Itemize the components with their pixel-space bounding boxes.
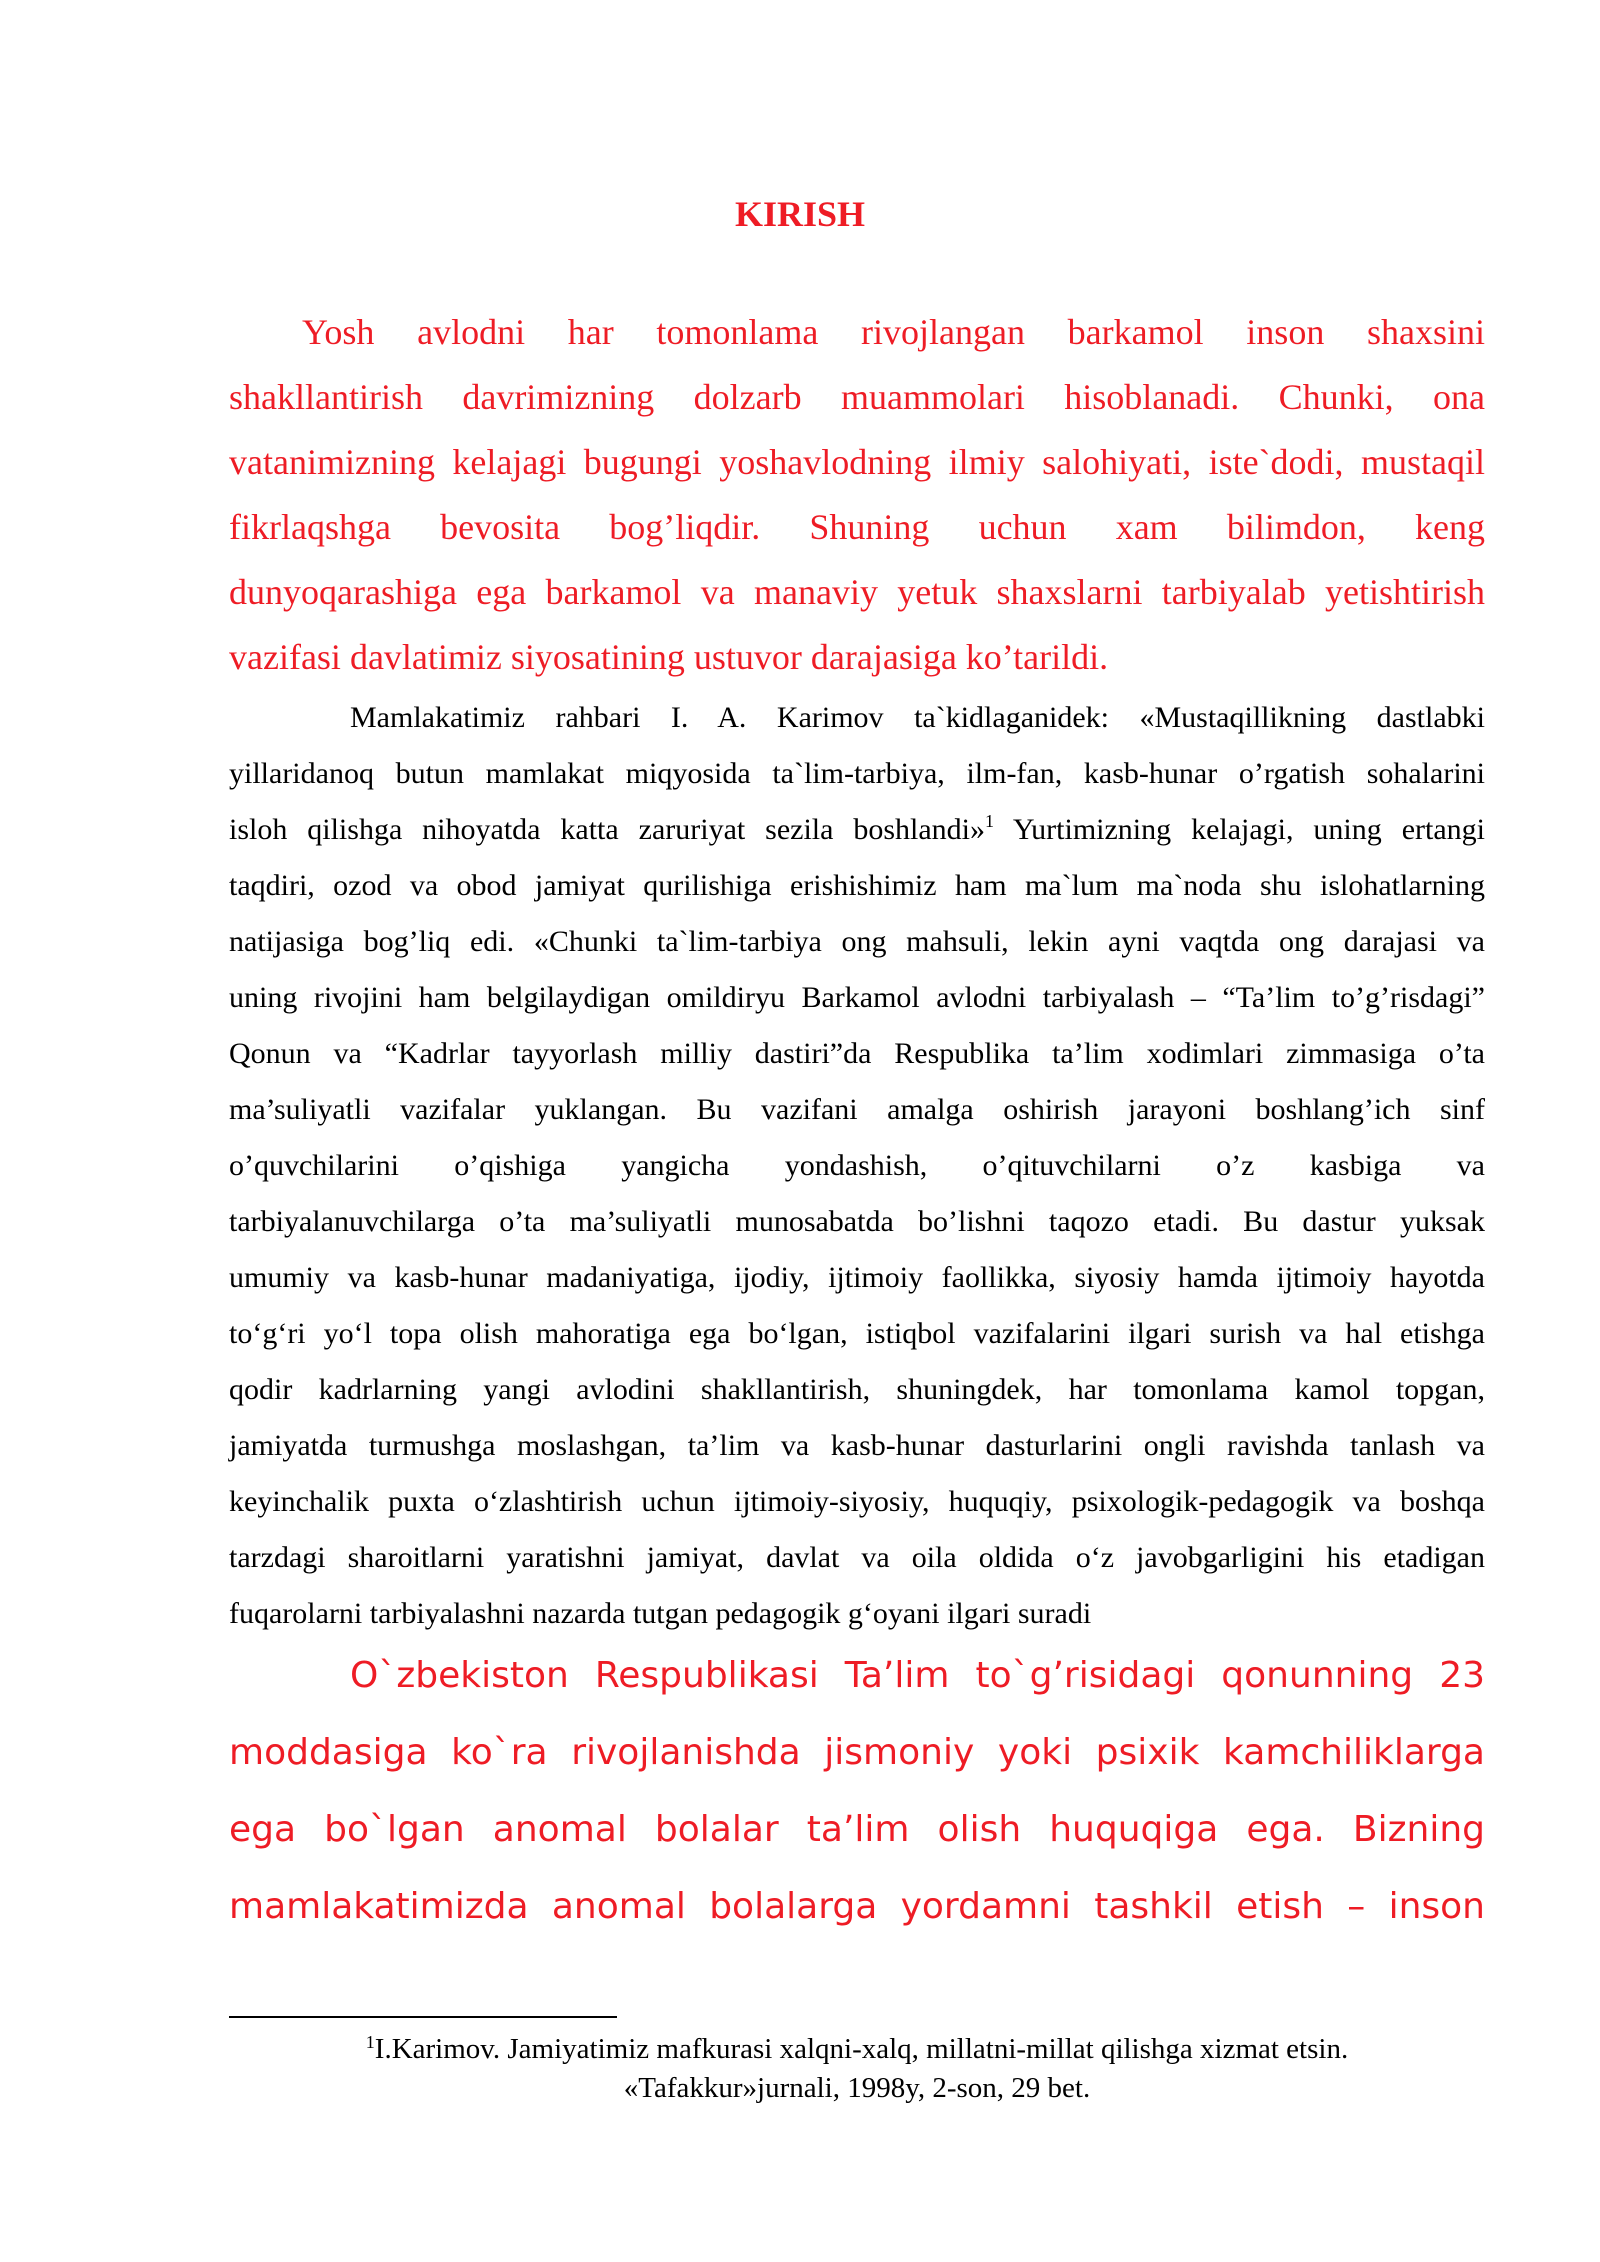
paragraph-line: ega bo`lgan anomal bolalar ta’lim olish huquqiga ega. Bizning [229,1809,1485,1850]
paragraph-line: Mamlakatimiz rahbari I. A. Karimov ta`kidlaganidek: «Mustaqillikning dastlabki [350,701,1485,734]
paragraph-line: umumiy va kasb-hunar madaniyatiga, ijodiy, ijtimoiy faollikka, siyosiy hamda ijtimoiy hayotda [229,1261,1485,1294]
paragraph-line: taqdiri, ozod va obod jamiyat qurilishiga erishishimiz ham ma`lum ma`noda shu islohatlarning [229,869,1485,902]
paragraph-line: fikrlaqshga bevosita bog’liqdir. Shuning uchun xam bilimdon, keng [229,507,1485,547]
paragraph-line: moddasiga ko`ra rivojlanishda jismoniy yoki psixik kamchiliklarga [229,1732,1485,1773]
paragraph-line: to‘g‘ri yo‘l topa olish mahoratiga ega bo‘lgan, istiqbol vazifalarini ilgari surish va hal etishga [229,1317,1485,1350]
footnote-separator [229,2016,617,2018]
paragraph-line: vazifasi davlatimiz siyosatining ustuvor darajasiga ko’tarildi. [229,637,1109,677]
paragraph-line: natijasiga bog’liq edi. «Chunki ta`lim-tarbiya ong mahsuli, lekin ayni vaqtda ong darajasi va [229,925,1485,958]
paragraph-line: vatanimizning kelajagi bugungi yoshavlodning ilmiy salohiyati, iste`dodi, mustaqil [229,442,1485,482]
footnote-line: «Tafakkur»jurnali, 1998y, 2-son, 29 bet. [623,2072,1091,2104]
paragraph-line: qodir kadrlarning yangi avlodini shakllantirish, shuningdek, har tomonlama kamol topgan, [229,1373,1485,1406]
footnote-marker: 1 [365,2032,375,2052]
paragraph-line: yillaridanoq butun mamlakat miqyosida ta`lim-tarbiya, ilm-fan, kasb-hunar o’rgatish sohalarini [229,757,1485,790]
paragraph-line: mamlakatimizda anomal bolalarga yordamni tashkil etish – inson [229,1886,1485,1927]
paragraph-line: ma’suliyatli vazifalar yuklangan. Bu vazifani amalga oshirish jarayoni boshlang’ich sinf [229,1093,1485,1126]
paragraph-line: O`zbekiston Respublikasi Ta’lim to`g’risidagi qonunning 23 [350,1655,1485,1696]
footnote-text: I.Karimov. Jamiyatimiz mafkurasi xalqni-xalq, millatni-millat qilishga xizmat etsin. [374,2033,1349,2065]
paragraph-line: jamiyatda turmushga moslashgan, ta’lim va kasb-hunar dasturlarini ongli ravishda tanlash va [229,1429,1485,1462]
paragraph-line: fuqarolarni tarbiyalashni nazarda tutgan pedagogik g‘oyani ilgari suradi [229,1597,1092,1630]
paragraph-line: tarbiyalanuvchilarga o’ta ma’suliyatli munosabatda bo’lishni taqozo etadi. Bu dastur yuksak [229,1205,1485,1238]
page-title: KIRISH [734,194,866,234]
footnote-reference[interactable]: 1 [985,811,995,831]
paragraph-line: Qonun va “Kadrlar tayyorlash milliy dastiri”da Respublika ta’lim xodimlari zimmasiga o’ta [229,1037,1485,1070]
paragraph-line: o’quvchilarini o’qishiga yangicha yondashish, o’qituvchilarni o’z kasbiga va [229,1149,1485,1182]
paragraph-text: Yurtimizning kelajagi, uning ertangi [994,813,1485,846]
footnote [229,2030,1485,2108]
paragraph-line: Yosh avlodni har tomonlama rivojlangan barkamol inson shaxsini [302,312,1485,352]
paragraph-line: dunyoqarashiga ega barkamol va manaviy yetuk shaxslarni tarbiyalab yetishtirish [229,572,1485,612]
footnote-line [229,2030,1485,2069]
paragraph-line: uning rivojini ham belgilaydigan omildiryu Barkamol avlodni tarbiyalash – “Ta’lim to’g’risdagi” [229,981,1485,1014]
paragraph-text: isloh qilishga nihoyatda katta zaruriyat sezila boshlandi» [229,813,986,846]
paragraph-line: keyinchalik puxta o‘zlashtirish uchun ijtimoiy-siyosiy, huquqiy, psixologik-pedagogik va boshqa [229,1485,1485,1518]
paragraph-line [229,802,1485,858]
paragraph-line: tarzdagi sharoitlarni yaratishni jamiyat, davlat va oila oldida o‘z javobgarligini his etadigan [229,1541,1485,1574]
paragraph-line: shakllantirish davrimizning dolzarb muammolari hisoblanadi. Chunki, ona [229,377,1485,417]
